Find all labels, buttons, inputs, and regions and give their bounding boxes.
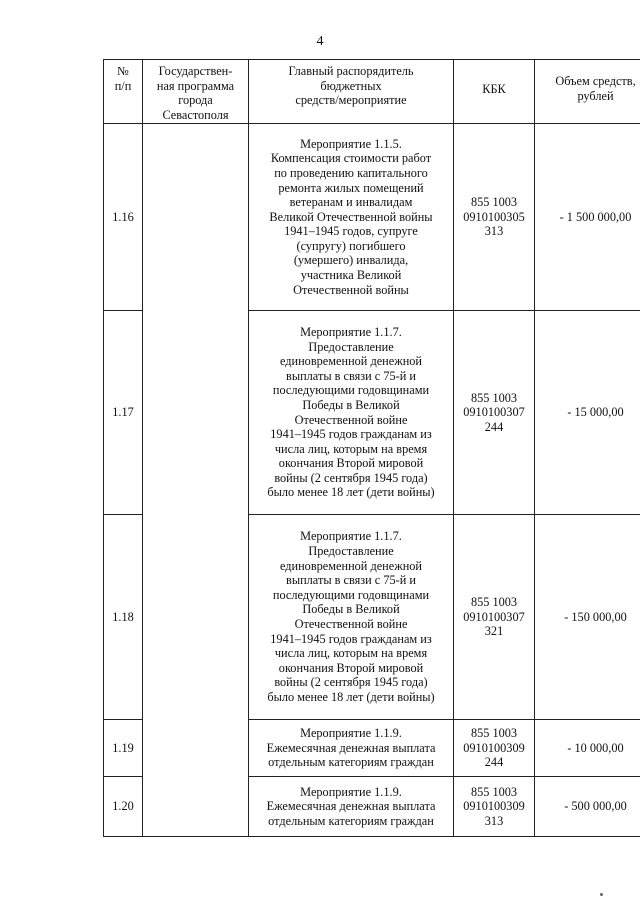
row-activity-text: Мероприятие 1.1.5. Компенсация стоимости работ по проведению капитального ремонта жилых помещений ветеранам и инвалидам Великой Отечественной войны 1941–1945 годов, супруге (супругу) погибшего (умершего) инвалида, участника Великой Отечественной войны (269, 136, 433, 297)
budget-table (103, 59, 640, 837)
header-program (143, 60, 249, 124)
header-program-text: Государствен- ная программа города Севастополя (156, 64, 235, 122)
row-num: 1.18 (104, 515, 143, 720)
row-amount: - 500 000,00 (535, 777, 640, 837)
row-activity-text: Мероприятие 1.1.9. Ежемесячная денежная выплата отдельным категориям граждан (266, 784, 436, 828)
header-kbk (454, 60, 535, 124)
table-header-row (104, 60, 640, 124)
header-amount-text: Объем средств, рублей (555, 74, 636, 103)
row-activity-text: Мероприятие 1.1.9. Ежемесячная денежная выплата отдельным категориям граждан (266, 726, 436, 770)
row-activity (249, 311, 454, 515)
row-activity (249, 720, 454, 777)
row-kbk (454, 720, 535, 777)
page-number: 4 (316, 34, 324, 49)
row-amount: - 1 500 000,00 (535, 124, 640, 311)
program-cell (143, 124, 249, 837)
row-kbk-text: 855 1003 0910100307 244 (463, 390, 525, 434)
row-activity-text: Мероприятие 1.1.7. Предоставление единовременной денежной выплаты в связи с 75-й и последующими годовщинами Победы в Великой Отечественной войне 1941–1945 годов гражданам из числа лиц, которым на время окончания Второй мировой войны (2 сентября 1945 года) было менее 18 лет (дети войны) (267, 324, 435, 500)
row-kbk (454, 777, 535, 837)
row-kbk-text: 855 1003 0910100309 313 (463, 784, 525, 828)
row-num: 1.20 (104, 777, 143, 837)
row-kbk (454, 124, 535, 311)
header-activity-text: Главный распорядитель бюджетных средств/мероприятие (288, 64, 414, 108)
row-num: 1.19 (104, 720, 143, 777)
row-amount: - 150 000,00 (535, 515, 640, 720)
header-kbk-text: КБК (482, 82, 506, 96)
row-activity-text: Мероприятие 1.1.7. Предоставление единовременной денежной выплаты в связи с 75-й и последующими годовщинами Победы в Великой Отечественной войне 1941–1945 годов гражданам из числа лиц, которым на время окончания Второй мировой войны (2 сентября 1945 года) было менее 18 лет (дети войны) (267, 529, 435, 704)
row-num: 1.16 (104, 124, 143, 311)
row-kbk (454, 311, 535, 515)
row-num: 1.17 (104, 311, 143, 515)
row-kbk-text: 855 1003 0910100305 313 (463, 195, 525, 239)
header-num-text: № п/п (114, 64, 132, 93)
row-activity (249, 124, 454, 311)
header-amount (535, 60, 640, 124)
table-row (104, 124, 640, 311)
header-num (104, 60, 143, 124)
row-kbk-text: 855 1003 0910100307 321 (463, 595, 525, 639)
header-activity (249, 60, 454, 124)
row-kbk-text: 855 1003 0910100309 244 (463, 726, 525, 770)
scan-dot (600, 893, 603, 896)
row-activity (249, 777, 454, 837)
row-amount: - 15 000,00 (535, 311, 640, 515)
row-kbk (454, 515, 535, 720)
row-activity (249, 515, 454, 720)
row-amount: - 10 000,00 (535, 720, 640, 777)
